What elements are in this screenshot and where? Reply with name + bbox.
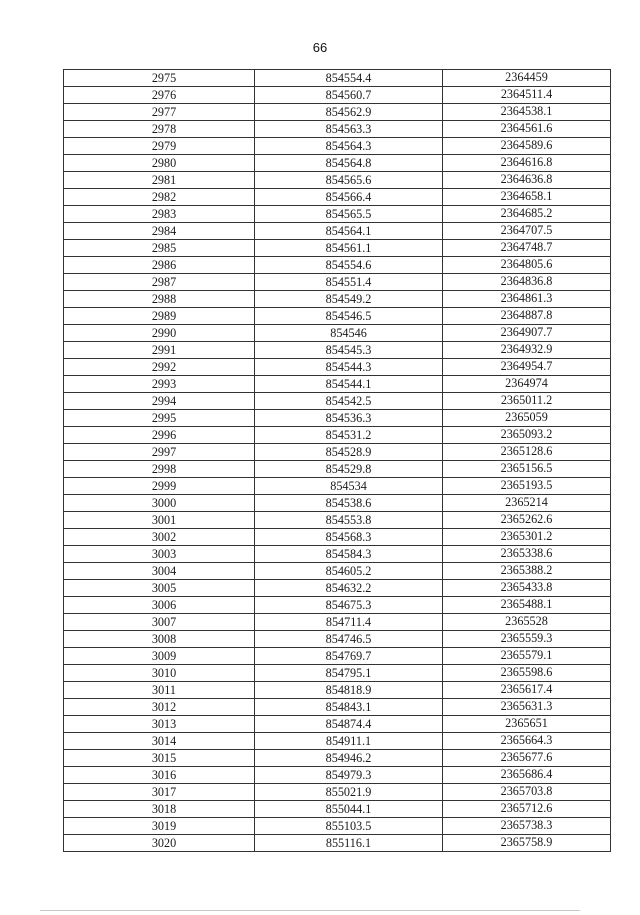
x-coordinate-cell: 855103.5 bbox=[255, 818, 443, 835]
table-row bbox=[64, 699, 611, 716]
point-number-cell: 3000 bbox=[64, 495, 255, 512]
point-number-cell: 3005 bbox=[64, 580, 255, 597]
table-row bbox=[64, 155, 611, 172]
point-number-cell: 3007 bbox=[64, 614, 255, 631]
table-row bbox=[64, 87, 611, 104]
table-row bbox=[64, 835, 611, 852]
table-row bbox=[64, 801, 611, 818]
table-row bbox=[64, 444, 611, 461]
point-number-cell: 3004 bbox=[64, 563, 255, 580]
table-row bbox=[64, 631, 611, 648]
x-coordinate-cell: 854545.3 bbox=[255, 342, 443, 359]
table-row bbox=[64, 614, 611, 631]
point-number-cell: 2980 bbox=[64, 155, 255, 172]
y-coordinate-cell: 2364561.6 bbox=[443, 121, 611, 138]
y-coordinate-cell: 2364685.2 bbox=[443, 206, 611, 223]
y-coordinate-cell: 2365011.2 bbox=[443, 393, 611, 410]
table-row bbox=[64, 274, 611, 291]
y-coordinate-cell: 2365579.1 bbox=[443, 648, 611, 665]
y-coordinate-cell: 2365559.3 bbox=[443, 631, 611, 648]
table-row bbox=[64, 70, 611, 87]
point-number-cell: 3015 bbox=[64, 750, 255, 767]
y-coordinate-cell: 2364836.8 bbox=[443, 274, 611, 291]
point-number-cell: 2991 bbox=[64, 342, 255, 359]
x-coordinate-cell: 854946.2 bbox=[255, 750, 443, 767]
table-row bbox=[64, 546, 611, 563]
point-number-cell: 3019 bbox=[64, 818, 255, 835]
table-row bbox=[64, 342, 611, 359]
point-number-cell: 2981 bbox=[64, 172, 255, 189]
x-coordinate-cell: 854538.6 bbox=[255, 495, 443, 512]
table-row bbox=[64, 529, 611, 546]
x-coordinate-cell: 854564.1 bbox=[255, 223, 443, 240]
y-coordinate-cell: 2364954.7 bbox=[443, 359, 611, 376]
x-coordinate-cell: 854546 bbox=[255, 325, 443, 342]
point-number-cell: 2997 bbox=[64, 444, 255, 461]
table-row bbox=[64, 682, 611, 699]
y-coordinate-cell: 2365738.3 bbox=[443, 818, 611, 835]
y-coordinate-cell: 2364861.3 bbox=[443, 291, 611, 308]
point-number-cell: 3013 bbox=[64, 716, 255, 733]
x-coordinate-cell: 854584.3 bbox=[255, 546, 443, 563]
x-coordinate-cell: 855116.1 bbox=[255, 835, 443, 852]
y-coordinate-cell: 2364589.6 bbox=[443, 138, 611, 155]
table-row bbox=[64, 206, 611, 223]
x-coordinate-cell: 854979.3 bbox=[255, 767, 443, 784]
x-coordinate-cell: 854554.4 bbox=[255, 70, 443, 87]
table-row bbox=[64, 818, 611, 835]
x-coordinate-cell: 854542.5 bbox=[255, 393, 443, 410]
x-coordinate-cell: 854843.1 bbox=[255, 699, 443, 716]
table-row bbox=[64, 223, 611, 240]
y-coordinate-cell: 2365617.4 bbox=[443, 682, 611, 699]
point-number-cell: 3003 bbox=[64, 546, 255, 563]
y-coordinate-cell: 2365488.1 bbox=[443, 597, 611, 614]
y-coordinate-cell: 2364658.1 bbox=[443, 189, 611, 206]
x-coordinate-cell: 854534 bbox=[255, 478, 443, 495]
table-row bbox=[64, 750, 611, 767]
x-coordinate-cell: 854911.1 bbox=[255, 733, 443, 750]
x-coordinate-cell: 854554.6 bbox=[255, 257, 443, 274]
x-coordinate-cell: 854560.7 bbox=[255, 87, 443, 104]
y-coordinate-cell: 2365758.9 bbox=[443, 835, 611, 852]
x-coordinate-cell: 854769.7 bbox=[255, 648, 443, 665]
scan-edge-line bbox=[40, 910, 580, 911]
y-coordinate-cell: 2364538.1 bbox=[443, 104, 611, 121]
x-coordinate-cell: 854675.3 bbox=[255, 597, 443, 614]
table-body bbox=[64, 70, 611, 852]
table-row bbox=[64, 376, 611, 393]
table-row bbox=[64, 767, 611, 784]
y-coordinate-cell: 2364805.6 bbox=[443, 257, 611, 274]
y-coordinate-cell: 2365388.2 bbox=[443, 563, 611, 580]
y-coordinate-cell: 2365433.8 bbox=[443, 580, 611, 597]
x-coordinate-cell: 854528.9 bbox=[255, 444, 443, 461]
y-coordinate-cell: 2365128.6 bbox=[443, 444, 611, 461]
y-coordinate-cell: 2364636.8 bbox=[443, 172, 611, 189]
point-number-cell: 3012 bbox=[64, 699, 255, 716]
table-row bbox=[64, 257, 611, 274]
table-row bbox=[64, 716, 611, 733]
x-coordinate-cell: 854711.4 bbox=[255, 614, 443, 631]
y-coordinate-cell: 2364932.9 bbox=[443, 342, 611, 359]
y-coordinate-cell: 2365156.5 bbox=[443, 461, 611, 478]
point-number-cell: 3010 bbox=[64, 665, 255, 682]
y-coordinate-cell: 2365631.3 bbox=[443, 699, 611, 716]
table-row bbox=[64, 580, 611, 597]
point-number-cell: 2985 bbox=[64, 240, 255, 257]
x-coordinate-cell: 854551.4 bbox=[255, 274, 443, 291]
page-number: 66 bbox=[312, 40, 328, 55]
table-row bbox=[64, 308, 611, 325]
point-number-cell: 2995 bbox=[64, 410, 255, 427]
x-coordinate-cell: 854562.9 bbox=[255, 104, 443, 121]
y-coordinate-cell: 2365301.2 bbox=[443, 529, 611, 546]
point-number-cell: 2977 bbox=[64, 104, 255, 121]
table-row bbox=[64, 393, 611, 410]
x-coordinate-cell: 854566.4 bbox=[255, 189, 443, 206]
y-coordinate-cell: 2365651 bbox=[443, 716, 611, 733]
point-number-cell: 3008 bbox=[64, 631, 255, 648]
point-number-cell: 3002 bbox=[64, 529, 255, 546]
y-coordinate-cell: 2365712.6 bbox=[443, 801, 611, 818]
point-number-cell: 3011 bbox=[64, 682, 255, 699]
point-number-cell: 3018 bbox=[64, 801, 255, 818]
table-row bbox=[64, 784, 611, 801]
y-coordinate-cell: 2365262.6 bbox=[443, 512, 611, 529]
table-row bbox=[64, 495, 611, 512]
table-row bbox=[64, 189, 611, 206]
x-coordinate-cell: 854561.1 bbox=[255, 240, 443, 257]
point-number-cell: 3016 bbox=[64, 767, 255, 784]
point-number-cell: 3009 bbox=[64, 648, 255, 665]
point-number-cell: 2989 bbox=[64, 308, 255, 325]
y-coordinate-cell: 2365338.6 bbox=[443, 546, 611, 563]
x-coordinate-cell: 854605.2 bbox=[255, 563, 443, 580]
point-number-cell: 2986 bbox=[64, 257, 255, 274]
coordinates-table bbox=[63, 69, 611, 852]
point-number-cell: 2998 bbox=[64, 461, 255, 478]
point-number-cell: 2990 bbox=[64, 325, 255, 342]
point-number-cell: 2978 bbox=[64, 121, 255, 138]
point-number-cell: 2987 bbox=[64, 274, 255, 291]
table-row bbox=[64, 478, 611, 495]
point-number-cell: 2983 bbox=[64, 206, 255, 223]
y-coordinate-cell: 2365686.4 bbox=[443, 767, 611, 784]
table-row bbox=[64, 240, 611, 257]
y-coordinate-cell: 2365664.3 bbox=[443, 733, 611, 750]
x-coordinate-cell: 854531.2 bbox=[255, 427, 443, 444]
table-row bbox=[64, 648, 611, 665]
x-coordinate-cell: 854565.6 bbox=[255, 172, 443, 189]
table-row bbox=[64, 597, 611, 614]
x-coordinate-cell: 854544.1 bbox=[255, 376, 443, 393]
point-number-cell: 2982 bbox=[64, 189, 255, 206]
x-coordinate-cell: 855021.9 bbox=[255, 784, 443, 801]
y-coordinate-cell: 2364748.7 bbox=[443, 240, 611, 257]
table-row bbox=[64, 121, 611, 138]
point-number-cell: 3020 bbox=[64, 835, 255, 852]
table-row bbox=[64, 104, 611, 121]
y-coordinate-cell: 2365677.6 bbox=[443, 750, 611, 767]
x-coordinate-cell: 854546.5 bbox=[255, 308, 443, 325]
x-coordinate-cell: 855044.1 bbox=[255, 801, 443, 818]
y-coordinate-cell: 2364616.8 bbox=[443, 155, 611, 172]
y-coordinate-cell: 2365059 bbox=[443, 410, 611, 427]
y-coordinate-cell: 2365214 bbox=[443, 495, 611, 512]
table-row bbox=[64, 138, 611, 155]
y-coordinate-cell: 2365598.6 bbox=[443, 665, 611, 682]
point-number-cell: 3006 bbox=[64, 597, 255, 614]
x-coordinate-cell: 854874.4 bbox=[255, 716, 443, 733]
point-number-cell: 2994 bbox=[64, 393, 255, 410]
y-coordinate-cell: 2364459 bbox=[443, 70, 611, 87]
point-number-cell: 3014 bbox=[64, 733, 255, 750]
table-row bbox=[64, 461, 611, 478]
x-coordinate-cell: 854564.3 bbox=[255, 138, 443, 155]
point-number-cell: 2992 bbox=[64, 359, 255, 376]
y-coordinate-cell: 2364887.8 bbox=[443, 308, 611, 325]
x-coordinate-cell: 854563.3 bbox=[255, 121, 443, 138]
y-coordinate-cell: 2365193.5 bbox=[443, 478, 611, 495]
x-coordinate-cell: 854529.8 bbox=[255, 461, 443, 478]
table-row bbox=[64, 665, 611, 682]
x-coordinate-cell: 854549.2 bbox=[255, 291, 443, 308]
x-coordinate-cell: 854795.1 bbox=[255, 665, 443, 682]
x-coordinate-cell: 854568.3 bbox=[255, 529, 443, 546]
point-number-cell: 2999 bbox=[64, 478, 255, 495]
table-row bbox=[64, 291, 611, 308]
table-row bbox=[64, 512, 611, 529]
point-number-cell: 2984 bbox=[64, 223, 255, 240]
x-coordinate-cell: 854536.3 bbox=[255, 410, 443, 427]
y-coordinate-cell: 2365703.8 bbox=[443, 784, 611, 801]
table-row bbox=[64, 563, 611, 580]
point-number-cell: 2979 bbox=[64, 138, 255, 155]
table-row bbox=[64, 733, 611, 750]
point-number-cell: 2976 bbox=[64, 87, 255, 104]
x-coordinate-cell: 854564.8 bbox=[255, 155, 443, 172]
y-coordinate-cell: 2365093.2 bbox=[443, 427, 611, 444]
point-number-cell: 3001 bbox=[64, 512, 255, 529]
x-coordinate-cell: 854544.3 bbox=[255, 359, 443, 376]
x-coordinate-cell: 854553.8 bbox=[255, 512, 443, 529]
point-number-cell: 2975 bbox=[64, 70, 255, 87]
x-coordinate-cell: 854632.2 bbox=[255, 580, 443, 597]
x-coordinate-cell: 854565.5 bbox=[255, 206, 443, 223]
y-coordinate-cell: 2364907.7 bbox=[443, 325, 611, 342]
point-number-cell: 2993 bbox=[64, 376, 255, 393]
y-coordinate-cell: 2364974 bbox=[443, 376, 611, 393]
y-coordinate-cell: 2365528 bbox=[443, 614, 611, 631]
y-coordinate-cell: 2364707.5 bbox=[443, 223, 611, 240]
table-row bbox=[64, 325, 611, 342]
table-row bbox=[64, 359, 611, 376]
table-row bbox=[64, 427, 611, 444]
point-number-cell: 2988 bbox=[64, 291, 255, 308]
x-coordinate-cell: 854818.9 bbox=[255, 682, 443, 699]
table-row bbox=[64, 410, 611, 427]
x-coordinate-cell: 854746.5 bbox=[255, 631, 443, 648]
table-row bbox=[64, 172, 611, 189]
point-number-cell: 3017 bbox=[64, 784, 255, 801]
point-number-cell: 2996 bbox=[64, 427, 255, 444]
y-coordinate-cell: 2364511.4 bbox=[443, 87, 611, 104]
